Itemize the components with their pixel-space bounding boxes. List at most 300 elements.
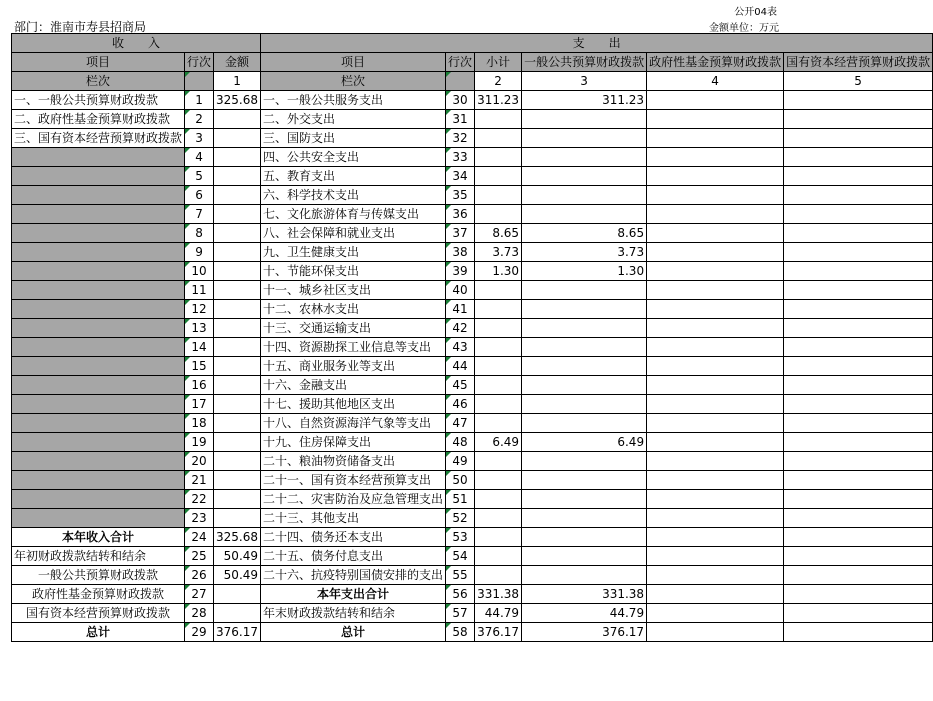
gov-fund-cell[interactable]	[647, 91, 784, 110]
general-budget-cell[interactable]	[522, 566, 647, 585]
expense-item-cell[interactable]: 一、一般公共服务支出	[261, 91, 446, 110]
gov-fund-cell[interactable]	[647, 110, 784, 129]
general-budget-cell[interactable]: 1.30	[522, 262, 647, 281]
state-capital-cell[interactable]	[784, 319, 933, 338]
expense-line-cell[interactable]: 30	[446, 91, 475, 110]
gov-fund-cell[interactable]	[647, 224, 784, 243]
table-row	[12, 148, 933, 167]
income-amount-cell[interactable]	[214, 110, 261, 129]
expense-line-header[interactable]: 行次	[446, 53, 475, 72]
subtotal-cell[interactable]: 3.73	[475, 243, 522, 262]
state-capital-cell[interactable]	[784, 566, 933, 585]
gov-fund-cell[interactable]	[647, 452, 784, 471]
expense-item-cell[interactable]: 年末财政拨款结转和结余	[261, 604, 446, 623]
state-capital-cell[interactable]	[784, 129, 933, 148]
subtotal-cell[interactable]: 331.38	[475, 585, 522, 604]
income-amount-cell[interactable]	[214, 585, 261, 604]
col-index-3[interactable]: 3	[522, 72, 647, 91]
gov-fund-cell[interactable]	[647, 300, 784, 319]
expense-item-cell[interactable]: 二十二、灾害防治及应急管理支出	[261, 490, 446, 509]
income-line-cell[interactable]: 28	[185, 604, 214, 623]
gov-fund-cell[interactable]	[647, 623, 784, 642]
general-budget-cell[interactable]	[522, 148, 647, 167]
subtotal-cell[interactable]: 1.30	[475, 262, 522, 281]
income-line-header[interactable]: 行次	[185, 53, 214, 72]
expense-line-cell[interactable]: 42	[446, 319, 475, 338]
income-line-cell[interactable]: 13	[185, 319, 214, 338]
table-row	[12, 566, 933, 585]
gov-fund-cell[interactable]	[647, 471, 784, 490]
income-item-cell[interactable]	[12, 224, 185, 243]
state-capital-cell[interactable]	[784, 490, 933, 509]
general-budget-cell[interactable]	[522, 300, 647, 319]
income-amount-cell[interactable]	[214, 357, 261, 376]
expense-item-cell[interactable]: 十六、金融支出	[261, 376, 446, 395]
state-capital-cell[interactable]	[784, 604, 933, 623]
expense-item-cell[interactable]: 十七、援助其他地区支出	[261, 395, 446, 414]
table-row	[12, 395, 933, 414]
subtotal-cell[interactable]: 6.49	[475, 433, 522, 452]
expense-line-cell[interactable]: 53	[446, 528, 475, 547]
general-budget-cell[interactable]	[522, 414, 647, 433]
subtotal-cell[interactable]	[475, 357, 522, 376]
expense-item-cell[interactable]: 二十五、债务付息支出	[261, 547, 446, 566]
income-item-cell[interactable]	[12, 148, 185, 167]
income-line-cell[interactable]: 11	[185, 281, 214, 300]
income-amount-cell[interactable]	[214, 129, 261, 148]
income-item-cell[interactable]	[12, 395, 185, 414]
expense-item-cell[interactable]: 二十、粮油物资储备支出	[261, 452, 446, 471]
general-budget-cell[interactable]: 44.79	[522, 604, 647, 623]
table-row	[12, 338, 933, 357]
expense-line-cell[interactable]: 38	[446, 243, 475, 262]
state-capital-cell[interactable]	[784, 414, 933, 433]
income-line-cell[interactable]: 26	[185, 566, 214, 585]
subtotal-cell[interactable]	[475, 338, 522, 357]
table-row	[12, 623, 933, 642]
subtotal-cell[interactable]	[475, 471, 522, 490]
column-label-blank-2[interactable]	[446, 72, 475, 91]
income-item-cell[interactable]	[12, 205, 185, 224]
state-capital-cell[interactable]	[784, 167, 933, 186]
expense-item-cell[interactable]: 十五、商业服务业等支出	[261, 357, 446, 376]
subtotal-cell[interactable]	[475, 414, 522, 433]
general-budget-cell[interactable]	[522, 547, 647, 566]
expense-item-cell[interactable]: 五、教育支出	[261, 167, 446, 186]
general-budget-cell[interactable]	[522, 509, 647, 528]
income-line-cell[interactable]: 16	[185, 376, 214, 395]
general-budget-cell[interactable]	[522, 319, 647, 338]
income-amount-cell[interactable]	[214, 452, 261, 471]
income-amount-cell[interactable]	[214, 224, 261, 243]
subtotal-cell[interactable]	[475, 566, 522, 585]
income-line-cell[interactable]: 19	[185, 433, 214, 452]
budget-table	[11, 33, 933, 642]
gov-fund-header[interactable]: 政府性基金预算财政拨款	[647, 53, 784, 72]
expense-line-cell[interactable]: 40	[446, 281, 475, 300]
income-line-cell[interactable]: 3	[185, 129, 214, 148]
income-amount-cell[interactable]	[214, 243, 261, 262]
state-capital-cell[interactable]	[784, 281, 933, 300]
state-capital-cell[interactable]	[784, 243, 933, 262]
state-capital-cell[interactable]	[784, 262, 933, 281]
gov-fund-cell[interactable]	[647, 585, 784, 604]
expense-item-cell[interactable]: 二、外交支出	[261, 110, 446, 129]
income-line-cell[interactable]: 14	[185, 338, 214, 357]
expense-line-cell[interactable]: 54	[446, 547, 475, 566]
expense-item-cell[interactable]: 四、公共安全支出	[261, 148, 446, 167]
expense-item-cell[interactable]: 二十一、国有资本经营预算支出	[261, 471, 446, 490]
department-label: 部门：淮南市寿县招商局	[14, 20, 147, 34]
table-row	[12, 452, 933, 471]
subtotal-cell[interactable]	[475, 205, 522, 224]
income-line-cell[interactable]: 12	[185, 300, 214, 319]
subtotal-cell[interactable]: 8.65	[475, 224, 522, 243]
income-line-cell[interactable]: 25	[185, 547, 214, 566]
gov-fund-cell[interactable]	[647, 148, 784, 167]
income-line-cell[interactable]: 2	[185, 110, 214, 129]
column-label-blank[interactable]	[185, 72, 214, 91]
income-line-cell[interactable]: 20	[185, 452, 214, 471]
expense-line-cell[interactable]: 31	[446, 110, 475, 129]
general-budget-cell[interactable]: 331.38	[522, 585, 647, 604]
subtotal-cell[interactable]	[475, 167, 522, 186]
gov-fund-cell[interactable]	[647, 395, 784, 414]
income-amount-cell[interactable]	[214, 186, 261, 205]
expense-item-cell[interactable]: 九、卫生健康支出	[261, 243, 446, 262]
income-item-cell[interactable]: 国有资本经营预算财政拨款	[12, 604, 185, 623]
column-label-cell-2[interactable]: 栏次	[261, 72, 446, 91]
expense-item-cell[interactable]: 十二、农林水支出	[261, 300, 446, 319]
income-amount-cell[interactable]: 50.49	[214, 566, 261, 585]
income-item-cell[interactable]	[12, 338, 185, 357]
gov-fund-cell[interactable]	[647, 414, 784, 433]
gov-fund-cell[interactable]	[647, 433, 784, 452]
income-item-cell[interactable]	[12, 509, 185, 528]
col-index-2[interactable]: 2	[475, 72, 522, 91]
state-capital-cell[interactable]	[784, 148, 933, 167]
income-amount-cell[interactable]	[214, 262, 261, 281]
expense-line-cell[interactable]: 50	[446, 471, 475, 490]
income-item-cell[interactable]: 一般公共预算财政拨款	[12, 566, 185, 585]
subtotal-cell[interactable]	[475, 490, 522, 509]
subtotal-cell[interactable]	[475, 110, 522, 129]
state-capital-cell[interactable]	[784, 452, 933, 471]
subtotal-cell[interactable]	[475, 281, 522, 300]
subtotal-cell[interactable]	[475, 452, 522, 471]
col-index-5[interactable]: 5	[784, 72, 933, 91]
income-item-cell[interactable]: 年初财政拨款结转和结余	[12, 547, 185, 566]
subtotal-cell[interactable]	[475, 319, 522, 338]
gov-fund-cell[interactable]	[647, 509, 784, 528]
income-item-cell[interactable]: 总计	[12, 623, 185, 642]
state-capital-cell[interactable]	[784, 224, 933, 243]
income-item-cell[interactable]: 本年收入合计	[12, 528, 185, 547]
income-item-cell[interactable]	[12, 433, 185, 452]
income-line-cell[interactable]: 15	[185, 357, 214, 376]
expense-item-cell[interactable]: 十九、住房保障支出	[261, 433, 446, 452]
general-budget-cell[interactable]: 3.73	[522, 243, 647, 262]
income-item-cell[interactable]: 政府性基金预算财政拨款	[12, 585, 185, 604]
gov-fund-cell[interactable]	[647, 319, 784, 338]
expense-header[interactable]: 支 出	[261, 34, 933, 53]
table-row	[12, 262, 933, 281]
expense-item-cell[interactable]: 六、科学技术支出	[261, 186, 446, 205]
expense-line-cell[interactable]: 35	[446, 186, 475, 205]
income-item-cell[interactable]	[12, 167, 185, 186]
income-item-cell[interactable]	[12, 471, 185, 490]
gov-fund-cell[interactable]	[647, 376, 784, 395]
expense-line-cell[interactable]: 56	[446, 585, 475, 604]
state-capital-cell[interactable]	[784, 186, 933, 205]
state-capital-cell[interactable]	[784, 110, 933, 129]
expense-item-cell[interactable]: 二十三、其他支出	[261, 509, 446, 528]
income-amount-cell[interactable]: 325.68	[214, 91, 261, 110]
gov-fund-cell[interactable]	[647, 338, 784, 357]
general-budget-header[interactable]: 一般公共预算财政拨款	[522, 53, 647, 72]
table-row	[12, 604, 933, 623]
expense-line-cell[interactable]: 52	[446, 509, 475, 528]
income-line-cell[interactable]: 6	[185, 186, 214, 205]
general-budget-cell[interactable]	[522, 186, 647, 205]
expense-item-cell[interactable]: 十三、交通运输支出	[261, 319, 446, 338]
state-capital-header[interactable]: 国有资本经营预算财政拨款	[784, 53, 933, 72]
income-item-cell[interactable]	[12, 243, 185, 262]
income-amount-cell[interactable]	[214, 205, 261, 224]
expense-line-cell[interactable]: 39	[446, 262, 475, 281]
income-item-cell[interactable]	[12, 186, 185, 205]
table-row	[12, 357, 933, 376]
income-amount-cell[interactable]	[214, 604, 261, 623]
table-row	[12, 281, 933, 300]
income-amount-cell[interactable]	[214, 148, 261, 167]
expense-line-cell[interactable]: 58	[446, 623, 475, 642]
expense-item-cell[interactable]: 七、文化旅游体育与传媒支出	[261, 205, 446, 224]
income-line-cell[interactable]: 1	[185, 91, 214, 110]
income-item-cell[interactable]	[12, 357, 185, 376]
income-amount-cell[interactable]: 376.17	[214, 623, 261, 642]
expense-item-cell[interactable]: 十四、资源勘探工业信息等支出	[261, 338, 446, 357]
gov-fund-cell[interactable]	[647, 129, 784, 148]
subtotal-cell[interactable]	[475, 376, 522, 395]
income-line-cell[interactable]: 27	[185, 585, 214, 604]
expense-item-cell[interactable]: 本年支出合计	[261, 585, 446, 604]
state-capital-cell[interactable]	[784, 433, 933, 452]
income-amount-cell[interactable]	[214, 281, 261, 300]
income-amount-header[interactable]: 金额	[214, 53, 261, 72]
general-budget-cell[interactable]: 6.49	[522, 433, 647, 452]
table-row	[12, 585, 933, 604]
gov-fund-cell[interactable]	[647, 547, 784, 566]
expense-item-cell[interactable]: 十一、城乡社区支出	[261, 281, 446, 300]
income-item-cell[interactable]	[12, 414, 185, 433]
income-line-cell[interactable]: 29	[185, 623, 214, 642]
subtotal-header[interactable]: 小计	[475, 53, 522, 72]
income-item-cell[interactable]: 三、国有资本经营预算财政拨款	[12, 129, 185, 148]
general-budget-cell[interactable]	[522, 167, 647, 186]
gov-fund-cell[interactable]	[647, 490, 784, 509]
subtotal-cell[interactable]	[475, 186, 522, 205]
income-line-cell[interactable]: 17	[185, 395, 214, 414]
general-budget-cell[interactable]: 311.23	[522, 91, 647, 110]
table-row	[12, 433, 933, 452]
state-capital-cell[interactable]	[784, 623, 933, 642]
state-capital-cell[interactable]	[784, 585, 933, 604]
state-capital-cell[interactable]	[784, 395, 933, 414]
expense-line-cell[interactable]: 57	[446, 604, 475, 623]
expense-item-cell[interactable]: 二十四、债务还本支出	[261, 528, 446, 547]
income-item-cell[interactable]	[12, 490, 185, 509]
col-index-4[interactable]: 4	[647, 72, 784, 91]
income-amount-cell[interactable]	[214, 376, 261, 395]
general-budget-cell[interactable]: 8.65	[522, 224, 647, 243]
income-line-cell[interactable]: 4	[185, 148, 214, 167]
state-capital-cell[interactable]	[784, 300, 933, 319]
gov-fund-cell[interactable]	[647, 167, 784, 186]
subtotal-cell[interactable]	[475, 528, 522, 547]
income-amount-cell[interactable]	[214, 395, 261, 414]
general-budget-cell[interactable]	[522, 395, 647, 414]
income-amount-cell[interactable]	[214, 509, 261, 528]
gov-fund-cell[interactable]	[647, 186, 784, 205]
gov-fund-cell[interactable]	[647, 262, 784, 281]
expense-line-cell[interactable]: 49	[446, 452, 475, 471]
subtotal-cell[interactable]: 44.79	[475, 604, 522, 623]
gov-fund-cell[interactable]	[647, 205, 784, 224]
expense-line-cell[interactable]: 33	[446, 148, 475, 167]
subtotal-cell[interactable]: 376.17	[475, 623, 522, 642]
table-row	[12, 509, 933, 528]
table-row	[12, 547, 933, 566]
subtotal-cell[interactable]	[475, 547, 522, 566]
general-budget-cell[interactable]	[522, 471, 647, 490]
expense-item-header[interactable]: 项目	[261, 53, 446, 72]
income-amount-cell[interactable]	[214, 471, 261, 490]
subtotal-cell[interactable]	[475, 129, 522, 148]
income-line-cell[interactable]: 22	[185, 490, 214, 509]
general-budget-cell[interactable]	[522, 205, 647, 224]
general-budget-cell[interactable]	[522, 376, 647, 395]
general-budget-cell[interactable]	[522, 452, 647, 471]
general-budget-cell[interactable]	[522, 338, 647, 357]
income-line-cell[interactable]: 5	[185, 167, 214, 186]
general-budget-cell[interactable]	[522, 528, 647, 547]
income-item-cell[interactable]	[12, 262, 185, 281]
expense-line-cell[interactable]: 43	[446, 338, 475, 357]
gov-fund-cell[interactable]	[647, 243, 784, 262]
income-amount-cell[interactable]	[214, 414, 261, 433]
state-capital-cell[interactable]	[784, 357, 933, 376]
expense-line-cell[interactable]: 48	[446, 433, 475, 452]
expense-line-cell[interactable]: 37	[446, 224, 475, 243]
column-label-cell[interactable]: 栏次	[12, 72, 185, 91]
income-item-cell[interactable]	[12, 376, 185, 395]
expense-item-cell[interactable]: 三、国防支出	[261, 129, 446, 148]
subtotal-cell[interactable]	[475, 300, 522, 319]
state-capital-cell[interactable]	[784, 338, 933, 357]
expense-item-cell[interactable]: 十、节能环保支出	[261, 262, 446, 281]
subtotal-cell[interactable]	[475, 148, 522, 167]
col-index-1[interactable]: 1	[214, 72, 261, 91]
state-capital-cell[interactable]	[784, 509, 933, 528]
income-item-cell[interactable]: 一、一般公共预算财政拨款	[12, 91, 185, 110]
general-budget-cell[interactable]	[522, 357, 647, 376]
income-line-cell[interactable]: 8	[185, 224, 214, 243]
subtotal-cell[interactable]: 311.23	[475, 91, 522, 110]
expense-item-cell[interactable]: 十八、自然资源海洋气象等支出	[261, 414, 446, 433]
expense-line-cell[interactable]: 51	[446, 490, 475, 509]
general-budget-cell[interactable]	[522, 281, 647, 300]
income-amount-cell[interactable]	[214, 167, 261, 186]
income-header[interactable]: 收 入	[12, 34, 261, 53]
state-capital-cell[interactable]	[784, 205, 933, 224]
expense-line-cell[interactable]: 46	[446, 395, 475, 414]
expense-line-cell[interactable]: 34	[446, 167, 475, 186]
gov-fund-cell[interactable]	[647, 566, 784, 585]
general-budget-cell[interactable]: 376.17	[522, 623, 647, 642]
income-amount-cell[interactable]	[214, 490, 261, 509]
income-item-cell[interactable]: 二、政府性基金预算财政拨款	[12, 110, 185, 129]
table-row	[12, 376, 933, 395]
table-row	[12, 205, 933, 224]
general-budget-cell[interactable]	[522, 110, 647, 129]
state-capital-cell[interactable]	[784, 547, 933, 566]
income-item-cell[interactable]	[12, 452, 185, 471]
gov-fund-cell[interactable]	[647, 357, 784, 376]
expense-item-cell[interactable]: 八、社会保障和就业支出	[261, 224, 446, 243]
state-capital-cell[interactable]	[784, 376, 933, 395]
table-row	[12, 110, 933, 129]
income-amount-cell[interactable]	[214, 300, 261, 319]
income-line-cell[interactable]: 21	[185, 471, 214, 490]
income-item-cell[interactable]	[12, 281, 185, 300]
income-line-cell[interactable]: 9	[185, 243, 214, 262]
subtotal-cell[interactable]	[475, 395, 522, 414]
income-item-cell[interactable]	[12, 319, 185, 338]
income-line-cell[interactable]: 18	[185, 414, 214, 433]
income-line-cell[interactable]: 23	[185, 509, 214, 528]
state-capital-cell[interactable]	[784, 528, 933, 547]
income-line-cell[interactable]: 7	[185, 205, 214, 224]
expense-line-cell[interactable]: 41	[446, 300, 475, 319]
expense-line-cell[interactable]: 36	[446, 205, 475, 224]
income-amount-cell[interactable]: 325.68	[214, 528, 261, 547]
income-line-cell[interactable]: 24	[185, 528, 214, 547]
income-amount-cell[interactable]	[214, 338, 261, 357]
income-amount-cell[interactable]	[214, 433, 261, 452]
gov-fund-cell[interactable]	[647, 528, 784, 547]
income-item-header[interactable]: 项目	[12, 53, 185, 72]
general-budget-cell[interactable]	[522, 129, 647, 148]
general-budget-cell[interactable]	[522, 490, 647, 509]
gov-fund-cell[interactable]	[647, 281, 784, 300]
income-item-cell[interactable]	[12, 300, 185, 319]
expense-line-cell[interactable]: 32	[446, 129, 475, 148]
expense-line-cell[interactable]: 47	[446, 414, 475, 433]
expense-line-cell[interactable]: 55	[446, 566, 475, 585]
income-amount-cell[interactable]: 50.49	[214, 547, 261, 566]
income-line-cell[interactable]: 10	[185, 262, 214, 281]
state-capital-cell[interactable]	[784, 91, 933, 110]
expense-line-cell[interactable]: 44	[446, 357, 475, 376]
expense-line-cell[interactable]: 45	[446, 376, 475, 395]
gov-fund-cell[interactable]	[647, 604, 784, 623]
expense-item-cell[interactable]: 二十六、抗疫特别国债安排的支出	[261, 566, 446, 585]
subtotal-cell[interactable]	[475, 509, 522, 528]
income-amount-cell[interactable]	[214, 319, 261, 338]
state-capital-cell[interactable]	[784, 471, 933, 490]
expense-item-cell[interactable]: 总计	[261, 623, 446, 642]
